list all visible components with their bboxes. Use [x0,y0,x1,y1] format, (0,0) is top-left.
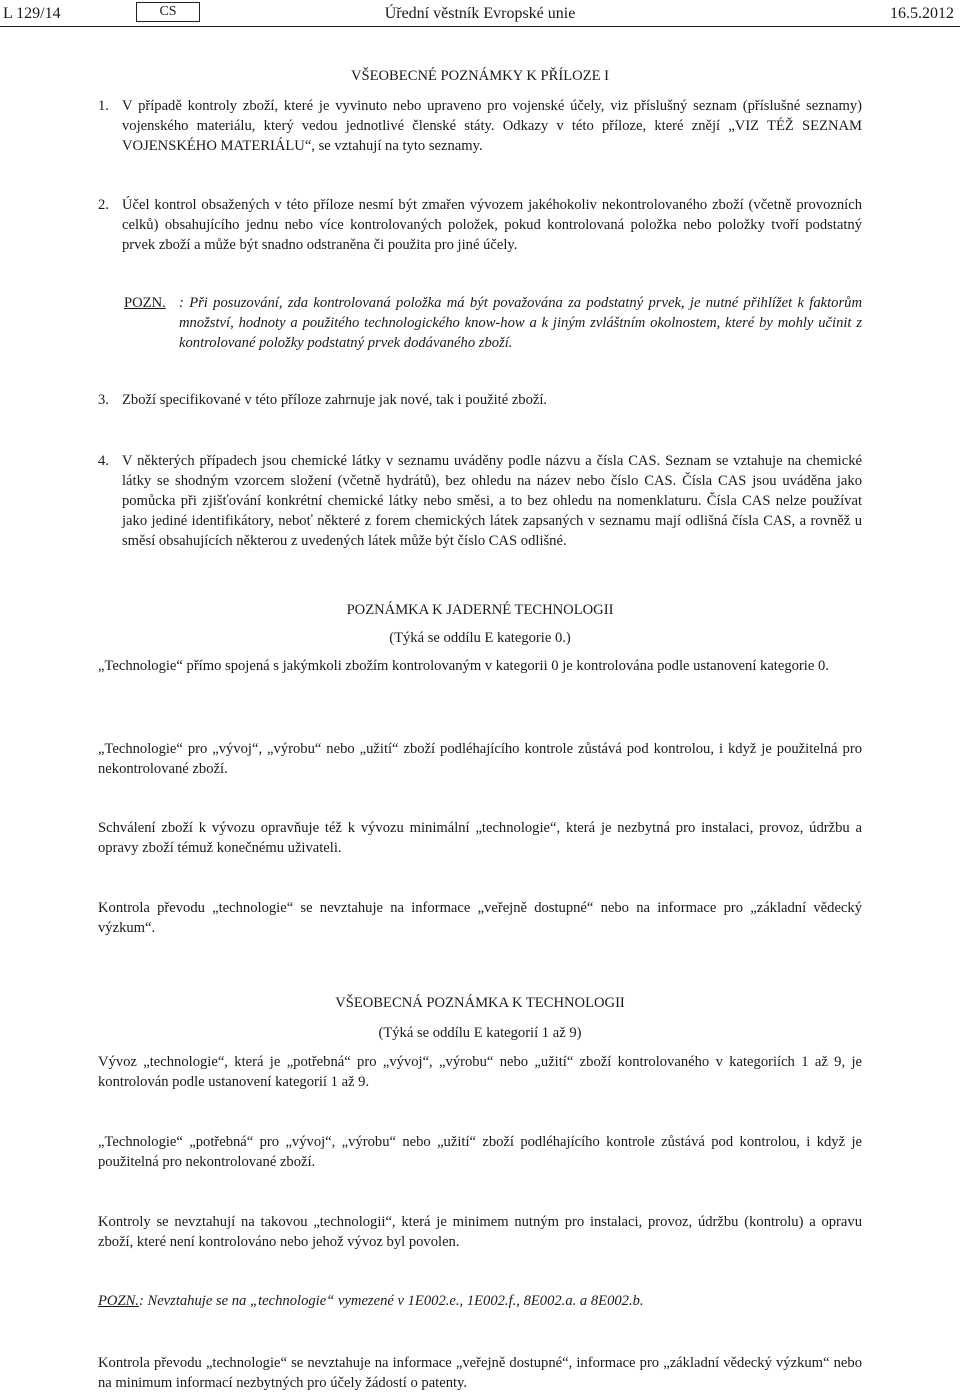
note-text: : Při posuzování, zda kontrolovaná položka má být považována za podstatný prvek, je nutné přihlížet k faktorům množství, hodnoty a použitého technologického know-how a k jiným zvláštním okolnostem, které by mohly učinit z kontrolované položky podstatný prvek dodávaného zboží. [179,295,862,351]
header-divider [0,26,960,27]
note-label: POZN. [98,1293,139,1309]
page-reference: L 129/14 [3,5,61,22]
section-subtitle: (Týká se oddílu E kategorií 1 až 9) [378,1025,582,1041]
list-item-number: 3. [98,392,109,408]
list-item [98,390,862,410]
paragraph: Kontrola převodu „technologie“ se nevztahuje na informace „veřejně dostupné“ nebo na informace pro „základní vědecký výzkum“. [98,900,862,936]
language-badge: CS [136,2,200,22]
paragraph: Kontrola převodu „technologie“ se nevztahuje na informace „veřejně dostupné“, informace pro „základní vědecký výzkum“ nebo na minimum informací nezbytných pro účely žádostí o patenty. [98,1355,862,1391]
publication-date: 16.5.2012 [890,5,954,22]
section-title-nuclear-technology: POZNÁMKA K JADERNÉ TECHNOLOGII [346,602,614,618]
note [98,1291,862,1311]
list-item-text: Účel kontrol obsažených v této příloze nesmí být zmařen vývozem jakéhokoliv nekontrolovaného zboží (včetně provozních celků) obsahujícího jednu nebo více kontrolovaných položek, pokud kontrolovaná položka nebo položky tvoří podstatný prvek zboží a může být snadno odstraněna či použita pro jiné účely. [122,197,862,253]
section-title-general-notes: VŠEOBECNÉ POZNÁMKY K PŘÍLOZE I [350,68,610,84]
section-subtitle: (Týká se oddílu E kategorie 0.) [389,630,571,646]
note-label: POZN. [124,295,166,311]
journal-title: Úřední věstník Evropské unie [384,5,576,22]
list-item [98,451,862,551]
section-title-general-technology: VŠEOBECNÁ POZNÁMKA K TECHNOLOGII [335,995,625,1011]
paragraph: Kontroly se nevztahují na takovou „technologii“, která je minimem nutným pro instalaci, provoz, údržbu (kontrolu) a opravu zboží, které není kontrolováno nebo jehož vývoz byl povolen. [98,1214,862,1250]
note [124,293,862,353]
paragraph: Schválení zboží k vývozu opravňuje též k vývozu minimální „technologie“, která je nezbytná pro instalaci, provoz, údržbu a opravy zboží témuž konečnému uživateli. [98,820,862,856]
paragraph: „Technologie“ „potřebná“ pro „vývoj“, „výrobu“ nebo „užití“ zboží podléhajícího kontrole zůstává pod kontrolou, i když je použitelná pro nekontrolované zboží. [98,1134,862,1170]
list-item-text: V některých případech jsou chemické látky v seznamu uváděny podle názvu a čísla CAS. Seznam se vztahuje na chemické látky se shodným vzorcem složení (včetně hydrátů), bez ohledu na název nebo číslo CAS. Čísla CAS jsou uváděna jako pomůcka při zjišťování konkrétní chemické látky nebo směsi, a to bez ohledu na nomenklaturu. Čísla CAS nelze používat jako jediné identifikátory, neboť některé z forem chemických látek zapsaných v seznamu mají odlišná čísla CAS, a rovněž u směsí obsahujících některou z uvedených látek může být číslo CAS odlišné. [122,453,862,549]
list-item-number: 2. [98,197,109,213]
paragraph: Vývoz „technologie“, která je „potřebná“ pro „vývoj“, „výrobu“ nebo „užití“ zboží kontrolovaného v kategoriích 1 až 9, je kontrolován podle ustanovení kategorií 1 až 9. [98,1054,862,1090]
paragraph: „Technologie“ pro „vývoj“, „výrobu“ nebo „užití“ zboží podléhajícího kontrole zůstává pod kontrolou, i když je použitelná pro nekontrolované zboží. [98,741,862,777]
list-item-text: V případě kontroly zboží, které je vyvinuto nebo upraveno pro vojenské účely, viz příslušný seznam (příslušné seznamy) vojenského materiálu, který vedou jednotlivé členské státy. Odkazy v této příloze, které znějí „VIZ TÉŽ SEZNAM VOJENSKÉHO MATERIÁLU“, se vztahují na tyto seznamy. [122,98,862,154]
list-item-text: Zboží specifikované v této příloze zahrnuje jak nové, tak i použité zboží. [122,392,548,408]
paragraph: „Technologie“ přímo spojená s jakýmkoli zbožím kontrolovaným v kategorii 0 je kontrolována podle ustanovení kategorie 0. [98,658,829,674]
list-item [98,195,862,255]
list-item-number: 1. [98,98,109,114]
list-item [98,96,862,156]
list-item-number: 4. [98,453,109,469]
note-text: : Nevztahuje se na „technologie“ vymezené v 1E002.e., 1E002.f., 8E002.a. a 8E002.b. [138,1293,644,1309]
